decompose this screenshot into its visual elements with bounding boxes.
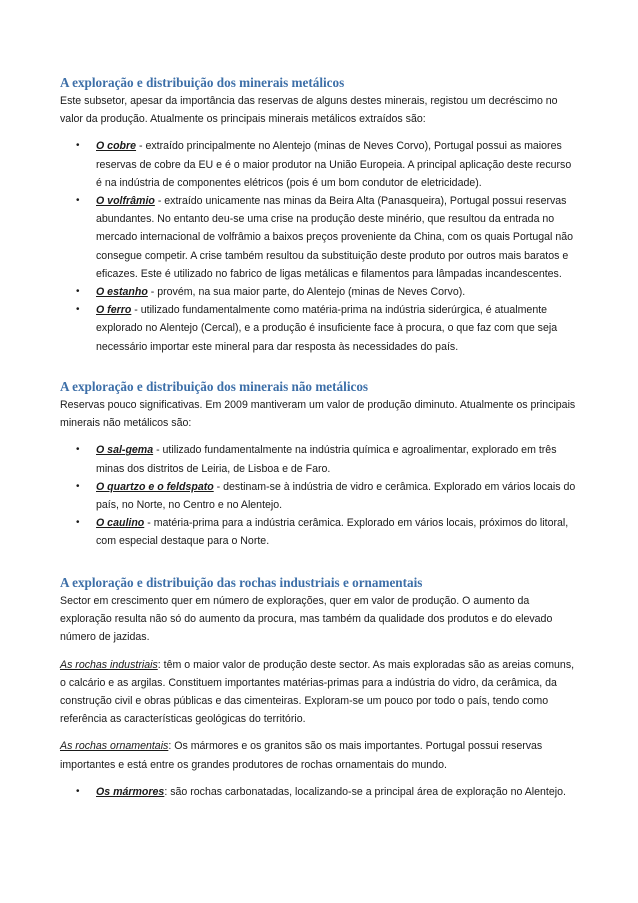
list-item — [60, 137, 580, 192]
item-text: : são rochas carbonatadas, localizando-se a principal área de exploração no Alentejo. — [164, 785, 566, 798]
ornamental-rocks-paragraph — [60, 737, 580, 773]
item-text: - extraído principalmente no Alentejo (minas de Neves Corvo), Portugal possui as maiores reservas de cobre da EU e é o maior produtor na União Europeia. A principal aplicação deste recurso é na indústria de componentes elétricos (pois é um bom condutor de eletricidade). — [96, 140, 572, 189]
item-term: O sal-gema — [96, 444, 154, 457]
bullet-icon: • — [76, 480, 80, 492]
item-term: O quartzo e o feldspato — [96, 480, 214, 493]
section-non-metallic-minerals — [60, 378, 580, 551]
section-heading: A exploração e distribuição dos minerais metálicos — [60, 75, 345, 90]
list-item — [60, 192, 580, 283]
mineral-list — [60, 441, 580, 550]
section-heading: A exploração e distribuição das rochas industriais e ornamentais — [60, 575, 423, 590]
item-text: - matéria-prima para a indústria cerâmica. Explorado em vários locais, próximos do litoral, com especial destaque para o Norte. — [96, 517, 569, 548]
section-intro: Sector em crescimento quer em número de explorações, quer em valor de produção. O aumento da exploração resulta não só do aumento da procura, mas também da qualidade dos produtos e do elevado número de jazidas. — [60, 595, 553, 644]
item-text: - utilizado fundamentalmente na indústria química e agroalimentar, explorado em três minas dos distritos de Leiria, de Lisboa e de Faro. — [96, 444, 557, 475]
section-intro: Reservas pouco significativas. Em 2009 mantiveram um valor de produção diminuto. Atualmente os principais minerais não metálicos são: — [60, 399, 576, 430]
item-term: Os mármores — [96, 785, 165, 798]
item-term: O ferro — [96, 304, 132, 317]
section-industrial-ornamental-rocks — [60, 574, 580, 801]
section-heading: A exploração e distribuição dos minerais não metálicos — [60, 379, 369, 394]
item-text: - provém, na sua maior parte, do Alentejo (minas de Neves Corvo). — [147, 286, 466, 299]
list-item — [60, 441, 580, 477]
item-text: - destinam-se à indústria de vidro e cerâmica. Explorado em vários locais do país, no Norte, no Centro e no Alentejo. — [96, 480, 576, 512]
section-intro: Este subsetor, apesar da importância das reservas de alguns destes minerais, registou um decréscimo no valor da produção. Atualmente os principais minerais metálicos extraídos são: — [60, 95, 558, 126]
industrial-rocks-paragraph — [60, 656, 580, 729]
item-text: - utilizado fundamentalmente como matéria-prima na indústria siderúrgica, é atualmente explorado no Alentejo (Cercal), e a produção é insuficiente face à procura, o que faz com que seja necessário importar este mineral para dar resposta às necessidades do país. — [96, 304, 558, 353]
paragraph-term: As rochas industriais — [60, 658, 158, 671]
item-term: O cobre — [96, 140, 137, 153]
bullet-icon: • — [76, 286, 80, 298]
bullet-icon: • — [76, 517, 80, 529]
bullet-icon: • — [76, 140, 80, 152]
list-item — [60, 301, 580, 356]
list-item — [60, 283, 580, 301]
bullet-icon: • — [76, 304, 80, 316]
list-item — [60, 514, 580, 550]
item-term: O caulino — [96, 517, 145, 530]
paragraph-text: : Os mármores e os granitos são os mais importantes. Portugal possui reservas importantes e está entre os grandes produtores de rochas ornamentais do mundo. — [60, 740, 543, 771]
bullet-icon: • — [76, 444, 80, 456]
list-item — [60, 478, 580, 514]
paragraph-term: As rochas ornamentais — [60, 740, 169, 753]
bullet-icon: • — [76, 195, 80, 207]
paragraph-text: : têm o maior valor de produção deste sector. As mais exploradas são as areias comuns, o calcário e as argilas. Constituem importantes matérias-primas para a indústria do vidro, da cerâmica, da construção civil e obras públicas e das cimenteiras. Exploram-se um pouco por todo o país, tendo como referência as características geológicas do território. — [60, 658, 575, 726]
section-metallic-minerals — [60, 74, 580, 356]
bullet-icon: • — [76, 785, 80, 797]
rock-list — [60, 783, 580, 801]
list-item — [60, 783, 580, 801]
mineral-list — [60, 137, 580, 355]
item-term: O estanho — [96, 286, 148, 299]
item-term: O volfrâmio — [96, 195, 155, 208]
item-text: - extraído unicamente nas minas da Beira Alta (Panasqueira), Portugal possui reservas abundantes. No entanto deu-se uma crise na produção deste minério, que resultou da entrada no mercado internacional de volfrâmio a baixos preços proveniente da China, com os quais Portugal não consegue competir. A crise também resultou da substituição deste produto por outros mais baratos e eficazes. Este é utilizado no fabrico de ligas metálicas e filamentos para lâmpadas incandescentes. — [96, 195, 573, 280]
